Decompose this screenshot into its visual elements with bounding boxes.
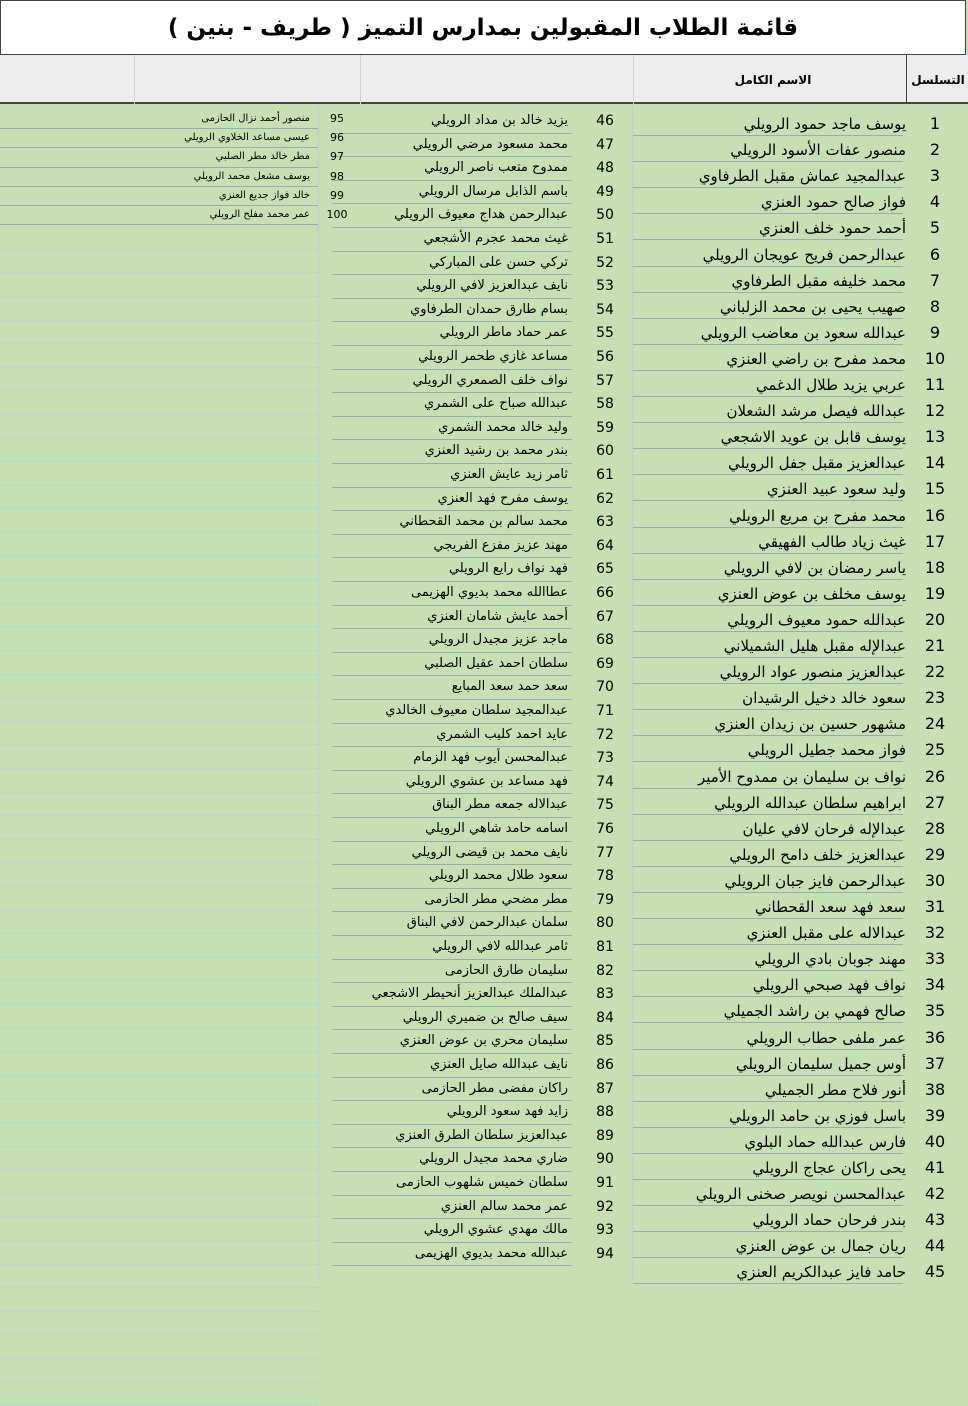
student-serial: 22 <box>924 662 946 682</box>
student-name: محمد مسعود مرضي الرويلي <box>412 136 568 152</box>
student-name: نواف خلف الصمعري الرويلي <box>412 372 568 388</box>
student-name: صهيب يحيى بن محمد الزلباني <box>719 297 906 316</box>
student-name: فهد نواف رايع الرويلي <box>448 561 568 577</box>
grid-line <box>0 485 318 486</box>
student-serial: 75 <box>596 797 614 814</box>
student-name: يزيد خالد بن مداد الرويلي <box>430 113 568 128</box>
grid-line <box>0 768 318 769</box>
student-serial: 35 <box>924 1001 946 1021</box>
student-serial: 98 <box>330 169 344 183</box>
student-serial: 70 <box>596 679 614 696</box>
student-serial: 40 <box>924 1131 946 1151</box>
grid-line <box>0 1051 318 1052</box>
student-name: سلمان عبدالرحمن لافي البناق <box>406 915 568 931</box>
student-name: ريان جمال بن عوض العنزي <box>735 1237 906 1256</box>
student-name: نايف عبدالعزيز لافي الرويلي <box>416 278 568 294</box>
student-serial: 51 <box>596 231 614 247</box>
row-underline <box>0 224 318 225</box>
grid-line <box>0 933 318 934</box>
student-serial: 67 <box>596 608 614 625</box>
student-serial: 100 <box>326 208 348 221</box>
student-name: نايف محمد بن قيضى الرويلي <box>411 844 568 860</box>
student-name: اسامه حامد شاهي الرويلي <box>425 821 568 836</box>
student-serial: 46 <box>596 113 614 129</box>
student-serial: 38 <box>924 1079 946 1099</box>
student-name: سعد فهد سعد القحطاني <box>754 898 906 916</box>
student-name: مشهور حسين بن زيدان العنزي <box>714 715 906 734</box>
student-name: فواز صالح حمود العنزي <box>760 193 906 212</box>
student-serial: 54 <box>596 301 614 318</box>
grid-line <box>0 532 318 533</box>
student-name: عبدالاله جمعه مطر البناق <box>432 797 568 813</box>
student-name: سليمان طارق الحازمى <box>444 962 568 978</box>
student-serial: 18 <box>924 557 946 577</box>
header-full-name: الاسم الكامل <box>734 72 812 87</box>
student-serial: 76 <box>596 821 614 837</box>
grid-line <box>0 438 318 439</box>
student-name: تركي حسن على المباركي <box>429 254 568 270</box>
student-serial: 65 <box>596 561 614 578</box>
student-serial: 11 <box>924 375 946 394</box>
student-name: بسام طارق حمدان الطرفاوي <box>410 301 568 317</box>
grid-line <box>0 862 318 863</box>
grid-line <box>0 1193 318 1194</box>
grid-line <box>0 1028 318 1029</box>
student-name: سلطان احمد عقيل الصلبي <box>424 655 568 671</box>
student-serial: 85 <box>596 1033 614 1050</box>
table-row <box>0 129 968 148</box>
student-name: يحى راكان عجاج الرويلي <box>752 1159 906 1177</box>
student-serial: 39 <box>924 1105 946 1125</box>
student-serial: 4 <box>929 192 941 212</box>
grid-line <box>0 556 318 557</box>
header-divider <box>134 55 135 104</box>
student-name: سعود طلال محمد الرويلي <box>428 868 568 884</box>
student-serial: 17 <box>924 531 946 551</box>
student-name: عطاالله محمد بديوي الهزيمى <box>411 585 568 600</box>
grid-line <box>0 886 318 887</box>
student-name: زايد فهد سعود الرويلي <box>446 1104 568 1120</box>
student-serial: 36 <box>924 1027 946 1047</box>
student-serial: 89 <box>596 1127 614 1144</box>
student-serial: 9 <box>929 322 941 342</box>
student-name: عبدالرحمن هداج معيوف الرويلي <box>394 207 568 223</box>
table-row <box>0 206 968 225</box>
grid-line <box>0 272 318 273</box>
table-row <box>0 148 968 167</box>
table-row <box>0 187 968 206</box>
student-name: ماجد عزيز مجيدل الرويلي <box>428 632 568 648</box>
student-name: باسل فوزي بن حامد الرويلي <box>729 1106 906 1125</box>
student-name: نواف بن سليمان بن ممدوح الأمير <box>697 767 906 786</box>
student-serial: 74 <box>596 773 614 790</box>
student-name: فارس عبدالله حماد البلوي <box>744 1132 906 1151</box>
student-serial: 56 <box>596 349 614 365</box>
student-serial: 95 <box>330 112 344 125</box>
student-name: عبدالعزيز منصور عواد الرويلي <box>719 663 906 682</box>
student-serial: 8 <box>929 296 941 316</box>
student-serial: 52 <box>596 254 614 271</box>
student-name: محمد سالم بن محمد القحطاني <box>399 514 568 530</box>
student-serial: 7 <box>929 270 941 290</box>
student-serial: 90 <box>596 1151 614 1168</box>
student-name: يوسف مشعل محمد الرويلي <box>193 170 310 182</box>
student-serial: 21 <box>924 636 946 655</box>
student-serial: 45 <box>924 1262 946 1282</box>
student-serial: 32 <box>924 923 946 943</box>
student-serial: 60 <box>596 443 614 460</box>
student-serial: 47 <box>596 136 614 153</box>
student-name: عبدالرحمن فايز جبان الرويلي <box>724 871 906 890</box>
student-serial: 3 <box>929 166 941 186</box>
student-name: عمر حماد ماطر الرويلي <box>439 325 568 341</box>
student-name: عبدالله حمود معيوف الرويلي <box>727 610 906 629</box>
grid-line <box>0 957 318 958</box>
student-name: عبدالعزيز مقبل جفل الرويلي <box>728 454 906 473</box>
student-serial: 19 <box>924 583 946 603</box>
header-serial: التسلسل <box>906 55 968 104</box>
student-name: أحمد عايش شامان العنزي <box>427 608 568 624</box>
student-serial: 84 <box>596 1009 614 1026</box>
grid-line <box>0 390 318 391</box>
student-name: بندر محمد بن رشيد العنزي <box>424 443 568 459</box>
student-name: نايف عبدالله صايل العنزي <box>430 1057 568 1072</box>
student-name: عمر محمد سالم العنزي <box>440 1198 568 1214</box>
student-serial: 62 <box>596 490 614 507</box>
student-serial: 59 <box>596 419 614 436</box>
grid-line <box>0 579 318 580</box>
student-name: أنور فلاح مطر الجميلي <box>764 1080 906 1099</box>
student-serial: 58 <box>596 396 614 413</box>
student-name: عيسى مساعد الخلاوي الرويلي <box>184 132 310 144</box>
student-name: عبدالله صباح على الشمري <box>424 396 568 412</box>
student-name: ثامر عبدالله لافي الرويلي <box>432 939 568 954</box>
grid-line <box>0 910 318 911</box>
student-serial: 64 <box>596 537 614 554</box>
student-serial: 26 <box>924 766 946 786</box>
student-serial: 42 <box>924 1184 946 1204</box>
student-name: محمد مفرح بن راضي العنزي <box>726 349 906 368</box>
grid-line <box>0 367 318 368</box>
student-serial: 81 <box>596 939 614 955</box>
student-name: حامد فايز عبدالكريم العنزي <box>736 1263 906 1282</box>
student-name: أحمد حمود خلف العنزي <box>759 219 906 238</box>
student-name: فواز محمد جطيل الرويلي <box>747 741 906 760</box>
student-serial: 57 <box>596 372 614 389</box>
student-name: بندر فرحان حماد الرويلي <box>752 1211 906 1230</box>
header-divider <box>360 55 361 104</box>
student-serial: 27 <box>924 792 946 812</box>
student-serial: 92 <box>596 1198 614 1215</box>
row-underline <box>332 1265 572 1266</box>
student-name: وليد سعود عبيد العنزي <box>766 480 906 499</box>
grid-line <box>0 296 318 297</box>
student-name: مساعد غازي طحمر الرويلي <box>418 349 568 364</box>
student-serial: 73 <box>596 750 614 767</box>
student-serial: 37 <box>924 1053 946 1073</box>
student-serial: 50 <box>596 207 614 224</box>
grid-line <box>0 461 318 462</box>
student-serial: 13 <box>924 427 946 447</box>
header-divider <box>633 55 634 104</box>
student-name: سعود خالد دخيل الرشيدان <box>742 689 906 708</box>
student-serial: 30 <box>924 870 946 890</box>
student-name: عمر محمد مفلح الرويلي <box>209 209 310 220</box>
grid-line <box>0 721 318 722</box>
student-name: ثامر زيد عايش العنزي <box>450 467 568 482</box>
grid-line <box>0 697 318 698</box>
student-name: عبدالملك عبدالعزيز أنحيطر الاشجعي <box>371 986 568 1002</box>
grid-line <box>0 1098 318 1099</box>
student-name: سيف صالح بن ضميري الرويلي <box>402 1009 568 1025</box>
student-serial: 2 <box>929 140 941 160</box>
student-serial: 25 <box>924 740 946 760</box>
student-name: ياسر رمضان بن لافي الرويلي <box>723 558 906 577</box>
grid-line <box>0 980 318 981</box>
student-name: سلطان خميس شلهوب الحازمى <box>396 1175 568 1190</box>
student-serial: 88 <box>596 1104 614 1121</box>
student-serial: 23 <box>924 688 946 708</box>
student-name: مهند جوبان بادي الرويلي <box>754 950 906 969</box>
grid-line <box>0 674 318 675</box>
grid-line <box>0 1146 318 1147</box>
student-name: عبدالاله على مقبل العنزي <box>746 924 906 943</box>
grid-line <box>0 1122 318 1123</box>
student-name: منصور عفات الأسود الرويلي <box>730 141 906 160</box>
student-name: مطر مضحي مطر الحازمى <box>424 891 568 907</box>
student-name: يوسف قابل بن عويد الاشجعي <box>720 428 906 447</box>
student-serial: 6 <box>929 244 941 264</box>
student-name: عبدالمجيد عماش مقبل الطرفاوي <box>698 167 906 186</box>
student-serial: 33 <box>924 949 946 969</box>
student-serial: 86 <box>596 1057 614 1073</box>
student-serial: 29 <box>924 844 946 864</box>
student-serial: 91 <box>596 1175 614 1191</box>
student-serial: 14 <box>924 453 946 473</box>
student-serial: 34 <box>924 975 946 995</box>
grid-line <box>0 249 318 250</box>
student-name: غيث محمد عجرم الأشجعي <box>423 231 568 246</box>
student-name: غيث زياد طالب الفهيقي <box>758 532 906 551</box>
student-name: عبدالرحمن فريح عويجان الرويلي <box>702 245 906 264</box>
student-name: عبدالإله مقبل هليل الشميلاني <box>723 637 906 655</box>
grid-line <box>0 839 318 840</box>
student-serial: 31 <box>924 897 946 916</box>
grid-line <box>0 1382 318 1383</box>
student-serial: 71 <box>596 703 614 719</box>
grid-line <box>0 1287 318 1288</box>
grid-line <box>0 792 318 793</box>
student-serial: 99 <box>330 188 344 202</box>
student-serial: 78 <box>596 868 614 885</box>
student-name: عبدالمحسن نويصر صخنى الرويلي <box>695 1185 906 1204</box>
student-serial: 94 <box>596 1245 614 1262</box>
table-row <box>0 168 968 187</box>
student-serial: 77 <box>596 844 614 861</box>
grid-line <box>0 508 318 509</box>
student-serial: 1 <box>929 114 941 133</box>
grid-line <box>0 1240 318 1241</box>
student-serial: 49 <box>596 183 614 200</box>
student-serial: 69 <box>596 655 614 672</box>
student-serial: 68 <box>596 632 614 649</box>
student-name: يوسف مفرح فهد العنزي <box>437 490 568 506</box>
page-title <box>0 0 966 55</box>
student-name: خالد فواز جديع العنزي <box>218 189 310 201</box>
student-name: عبدالله فيصل مرشد الشعلان <box>726 402 906 421</box>
student-name: مالك مهدي عشوي الرويلي <box>423 1222 568 1238</box>
grid-line <box>0 626 318 627</box>
student-name: ضاري محمد مجيدل الرويلي <box>419 1151 568 1167</box>
grid-line <box>0 1264 318 1265</box>
grid-line <box>0 744 318 745</box>
student-name: عايد احمد كليب الشمري <box>436 726 568 742</box>
student-serial: 41 <box>924 1158 946 1177</box>
grid-line <box>0 1216 318 1217</box>
grid-line <box>0 815 318 816</box>
student-name: باسم الذابل مرسال الرويلي <box>418 183 568 199</box>
student-name: عربي يزيد طلال الدغمي <box>755 376 906 394</box>
student-serial: 10 <box>924 348 946 368</box>
student-serial: 66 <box>596 585 614 601</box>
student-name: سعد حمد سعد المبايع <box>451 679 568 695</box>
grid-line <box>0 1075 318 1076</box>
student-serial: 87 <box>596 1080 614 1097</box>
student-serial: 44 <box>924 1236 946 1256</box>
student-serial: 43 <box>924 1210 946 1230</box>
student-name: سليمان محري بن عوض العنزي <box>399 1033 568 1049</box>
grid-line <box>0 650 318 651</box>
student-name: وليد خالد محمد الشمري <box>438 419 568 435</box>
student-name: مطر خالد مطر الصلبي <box>215 151 310 163</box>
table-row <box>0 110 968 129</box>
title-text: قائمة الطلاب المقبولين بمدارس التميز ( طريف - بنين ) <box>167 14 799 41</box>
student-serial: 55 <box>596 325 614 342</box>
student-serial: 15 <box>924 479 946 499</box>
grid-line <box>0 1358 318 1359</box>
student-serial: 97 <box>330 150 344 164</box>
student-serial: 16 <box>924 505 946 525</box>
student-name: يوسف مخلف بن عوض العنزي <box>717 584 906 603</box>
student-serial: 96 <box>330 131 344 145</box>
student-serial: 61 <box>596 467 614 483</box>
grid-line <box>0 603 318 604</box>
grid-line <box>0 1334 318 1335</box>
student-serial: 93 <box>596 1222 614 1239</box>
student-name: ممدوح متعب ناصر الرويلي <box>424 160 568 176</box>
student-serial: 12 <box>924 401 946 421</box>
student-serial: 48 <box>596 160 614 177</box>
student-name: راكان مفضى مطر الحازمى <box>421 1080 568 1096</box>
student-serial: 79 <box>596 891 614 908</box>
student-serial: 53 <box>596 278 614 295</box>
grid-line <box>0 414 318 415</box>
student-name: عبدالله محمد بديوي الهزيمى <box>414 1245 568 1261</box>
student-name: منصور أحمد نزال الحازمى <box>201 113 310 124</box>
student-name: صالح فهمي بن راشد الجميلي <box>723 1002 906 1021</box>
student-name: عبدالإله فرحان لافي عليان <box>742 819 906 838</box>
student-name: محمد خليفه مقبل الطرفاوي <box>731 271 906 290</box>
student-serial: 80 <box>596 915 614 932</box>
student-name: عبدالعزيز سلطان الطرق العنزي <box>395 1127 568 1143</box>
student-serial: 83 <box>596 986 614 1003</box>
student-serial: 28 <box>924 818 946 838</box>
student-name: يوسف ماجد حمود الرويلي <box>743 115 906 133</box>
grid-line <box>0 343 318 344</box>
student-serial: 24 <box>924 714 946 734</box>
grid-line <box>0 320 318 321</box>
student-name: عبدالعزيز خلف دامح الرويلي <box>729 845 906 864</box>
student-name: عبدالله سعود بن معاضب الرويلي <box>700 323 906 342</box>
student-name: فهد مساعد بن عشوي الرويلي <box>405 773 568 789</box>
table-header <box>0 55 968 104</box>
student-serial: 72 <box>596 726 614 743</box>
student-name: عبدالمجيد سلطان معيوف الخالدي <box>385 703 568 718</box>
student-name: أوس جميل سليمان الرويلي <box>735 1054 906 1073</box>
student-name: عمر ملفى حطاب الرويلي <box>746 1028 906 1047</box>
student-name: محمد مفرح بن مريع الرويلي <box>729 506 906 525</box>
grid-line <box>0 1004 318 1005</box>
student-serial: 82 <box>596 962 614 979</box>
student-name: نواف فهد صبحي الرويلي <box>752 976 906 995</box>
grid-line <box>0 1311 318 1312</box>
grid-line <box>0 1169 318 1170</box>
student-serial: 5 <box>929 218 941 238</box>
student-name: ابراهيم سلطان عبدالله الرويلي <box>714 793 906 812</box>
student-serial: 20 <box>924 609 946 629</box>
student-name: مهند عزيز مفزع الفريجي <box>433 537 568 553</box>
student-serial: 63 <box>596 514 614 531</box>
student-name: عبدالمحسن أيوب فهد الزمام <box>413 750 568 766</box>
